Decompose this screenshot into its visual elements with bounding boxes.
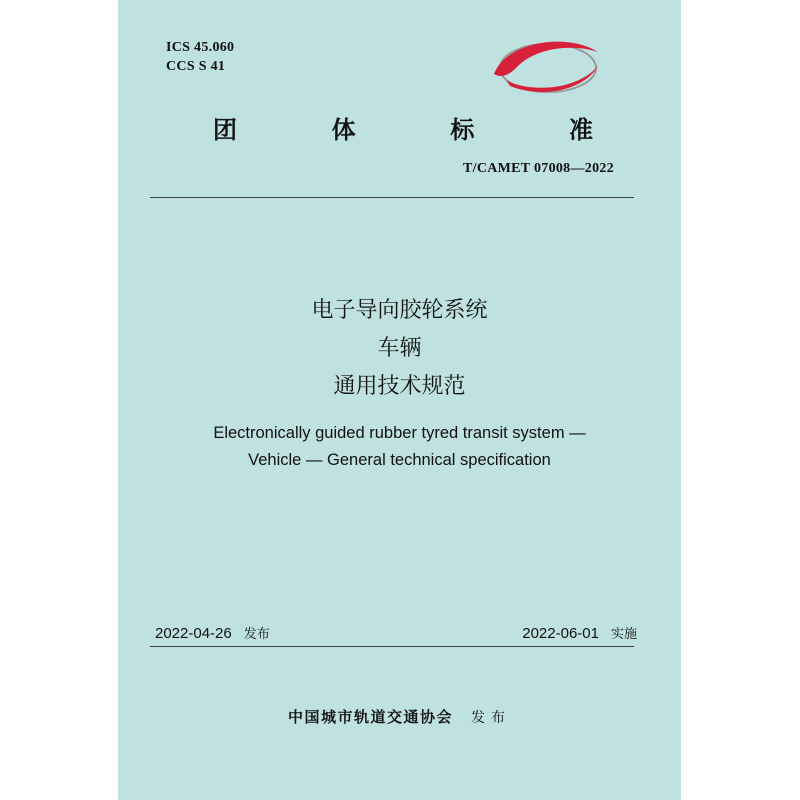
camet-logo-icon	[486, 30, 606, 100]
publisher-line	[118, 706, 681, 727]
ics-code: ICS 45.060	[166, 40, 235, 55]
title-cn-line: 通用技术规范	[333, 374, 466, 399]
standard-cover	[118, 0, 681, 800]
title-en-line: Electronically guided rubber tyred transit system —	[213, 424, 586, 442]
classification-codes	[166, 38, 234, 76]
issue-date: 2022-04-26	[155, 625, 232, 642]
title-cn-line: 车辆	[377, 336, 422, 361]
standard-type-char: 体	[331, 115, 356, 144]
standard-type-char: 团	[213, 115, 237, 144]
issue-date-block	[155, 623, 270, 642]
standard-number: T/CAMET 07008—2022	[463, 161, 614, 176]
bottom-divider	[150, 646, 634, 647]
standard-type-char: 准	[568, 115, 593, 144]
standard-type-heading	[213, 115, 593, 145]
ccs-code: CCS S 41	[166, 59, 226, 74]
title-english	[118, 420, 681, 474]
effective-date-block	[522, 623, 637, 642]
title-chinese	[118, 292, 681, 406]
title-cn-line: 电子导向胶轮系统	[311, 298, 488, 323]
issue-label: 发布	[243, 627, 270, 642]
effective-label: 实施	[610, 627, 637, 642]
standard-type-char: 标	[450, 115, 475, 144]
publish-label: 发布	[471, 710, 511, 726]
publisher-name: 中国城市轨道交通协会	[287, 708, 453, 726]
effective-date: 2022-06-01	[522, 625, 599, 642]
title-en-line: Vehicle — General technical specification	[248, 451, 551, 469]
top-divider	[150, 197, 634, 198]
